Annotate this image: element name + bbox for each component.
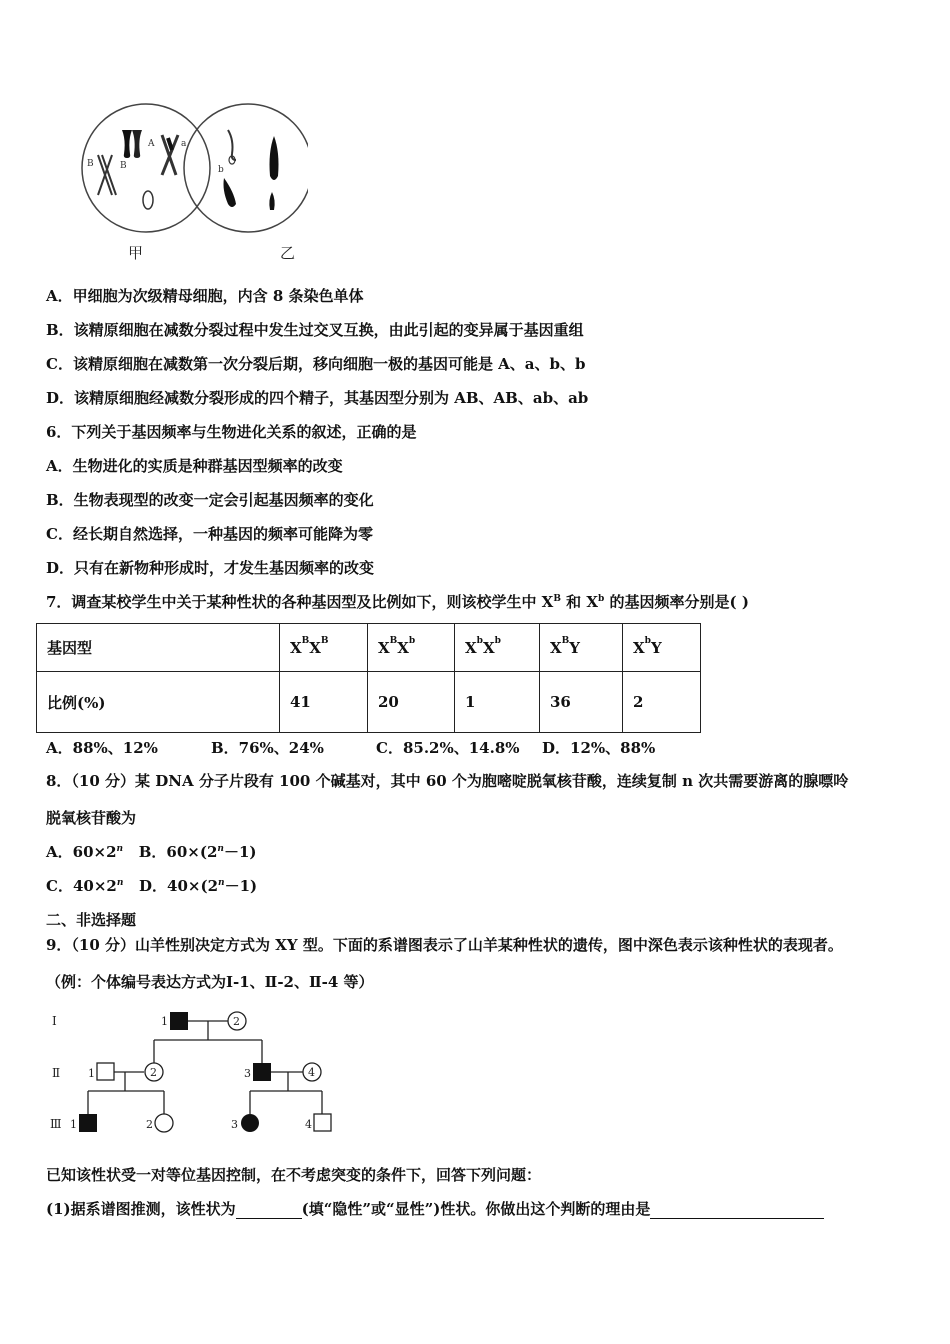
individual-III-1 <box>79 1114 97 1132</box>
q9-stem-line2: （例：个体编号表达方式为Ⅰ-1、Ⅱ-2、Ⅱ-4 等） <box>46 973 374 991</box>
q6-option-b: B．生物表现型的改变一定会引起基因频率的变化 <box>46 491 374 509</box>
pedigree-chart <box>40 1000 360 1145</box>
table-cell-ratio: 1 <box>455 672 540 733</box>
gene-label-A: A <box>148 139 155 149</box>
table-cell-genotype: $X^BX^b$ <box>368 624 455 672</box>
chromosome-light-1 <box>98 155 116 195</box>
section-heading: 二、非选择题 <box>46 911 137 929</box>
gene-label-B2: B <box>120 161 127 171</box>
q8-options-ab: A．$60\times 2^n$ B．$60\times(2^n-1)$ <box>46 843 257 861</box>
q7-option-c: C．85.2%、14.8% <box>376 739 520 757</box>
label-II-2: 2 <box>150 1066 157 1079</box>
q5-option-a: A．甲细胞为次级精母细胞，内含 8 条染色单体 <box>46 287 364 305</box>
generation-label-2: Ⅱ <box>52 1066 61 1080</box>
chromosome-dark-1 <box>122 130 132 158</box>
table-cell-ratio: 36 <box>540 672 623 733</box>
table-cell-genotype: $X^BX^B$ <box>280 624 368 672</box>
generation-label-3: Ⅲ <box>50 1117 62 1131</box>
q7-option-b: B．76%、24% <box>211 739 324 757</box>
individual-III-4 <box>314 1114 331 1131</box>
individual-I-1 <box>170 1012 188 1030</box>
gene-label-a: a <box>181 139 187 149</box>
q9-intro: 已知该性状受一对等位基因控制，在不考虑突变的条件下，回答下列问题： <box>46 1166 542 1184</box>
q5-option-d: D．该精原细胞经减数分裂形成的四个精子，其基因型分别为 AB、AB、ab、ab <box>46 389 589 407</box>
label-II-1: 1 <box>88 1067 95 1080</box>
table-header-label: 基因型 <box>37 624 280 672</box>
q8-stem-line2: 脱氧核苷酸为 <box>46 809 137 827</box>
chromosome-small <box>143 191 153 209</box>
label-III-2: 2 <box>146 1118 153 1131</box>
table-cell-genotype: $X^BY$ <box>540 624 623 672</box>
q9-sub1: (1)据系谱图推测，该性状为 (填“隐性”或“显性”)性状。你做出这个判断的理由是 <box>46 1199 824 1219</box>
individual-II-1 <box>97 1063 114 1080</box>
q9-stem-line1: 9．（10 分）山羊性别决定方式为 XY 型。下面的系谱图表示了山羊某种性状的遗传，图中深色表示该种性状的表现者。 <box>46 936 843 954</box>
chromosome-dark-yi-2 <box>224 178 237 207</box>
answer-blank-2[interactable] <box>650 1218 824 1219</box>
q7-option-d: D．12%、88% <box>542 739 656 757</box>
chromosome-dark-yi-1 <box>270 136 279 180</box>
label-II-3: 3 <box>244 1067 251 1080</box>
label-I-1: 1 <box>161 1015 168 1028</box>
table-row-ratio <box>37 672 701 733</box>
q5-option-c: C．该精原细胞在减数第一次分裂后期，移向细胞一极的基因可能是 A、a、b、b <box>46 355 586 373</box>
cell-yi <box>184 104 308 232</box>
table-cell-ratio: 41 <box>280 672 368 733</box>
q8-stem-line1: 8．（10 分）某 DNA 分子片段有 100 个碱基对，其中 60 个为胞嘧啶脱氧核苷酸，连续复制 n 次共需要游离的腺嘌呤 <box>46 772 849 790</box>
genotype-table <box>36 623 701 733</box>
cell-label-yi: 乙 <box>280 244 296 262</box>
q7-stem: 7．调查某校学生中关于某种性状的各种基因型及比例如下，则该校学生中 $X^B$ 和 $X^b$ 的基因频率分别是( ) <box>46 593 749 611</box>
cell-figure <box>78 100 308 270</box>
table-row-genotype <box>37 624 701 672</box>
label-III-4: 4 <box>305 1118 312 1131</box>
label-III-3: 3 <box>231 1118 238 1131</box>
label-III-1: 1 <box>70 1118 77 1131</box>
individual-III-3 <box>241 1114 259 1132</box>
q6-option-a: A．生物进化的实质是种群基因型频率的改变 <box>46 457 343 475</box>
q6-option-c: C．经长期自然选择，一种基因的频率可能降为零 <box>46 525 373 543</box>
gene-label-B1: B <box>87 159 94 169</box>
cell-label-jia: 甲 <box>128 244 144 262</box>
generation-label-1: Ⅰ <box>52 1014 57 1028</box>
table-cell-ratio: 20 <box>368 672 455 733</box>
table-cell-genotype: $X^bX^b$ <box>455 624 540 672</box>
individual-II-3 <box>253 1063 271 1081</box>
gene-label-b: b <box>218 165 224 175</box>
table-ratio-label: 比例(%) <box>37 672 280 733</box>
label-I-2: 2 <box>233 1015 240 1028</box>
table-cell-ratio: 2 <box>623 672 701 733</box>
q8-options-cd: C．$40\times 2^n$ D．$40\times(2^n-1)$ <box>46 877 258 895</box>
label-II-4: 4 <box>308 1066 315 1079</box>
answer-blank-1[interactable] <box>236 1218 302 1219</box>
chromosome-dark-yi-3 <box>269 192 274 210</box>
q7-option-a: A．88%、12% <box>46 739 158 757</box>
table-cell-genotype: $X^bY$ <box>623 624 701 672</box>
individual-III-2 <box>155 1114 173 1132</box>
q6-option-d: D．只有在新物种形成时，才发生基因频率的改变 <box>46 559 375 577</box>
q6-stem: 6．下列关于基因频率与生物进化关系的叙述，正确的是 <box>46 423 417 441</box>
cell-jia <box>82 104 210 232</box>
q5-option-b: B．该精原细胞在减数分裂过程中发生过交叉互换，由此引起的变异属于基因重组 <box>46 321 584 339</box>
